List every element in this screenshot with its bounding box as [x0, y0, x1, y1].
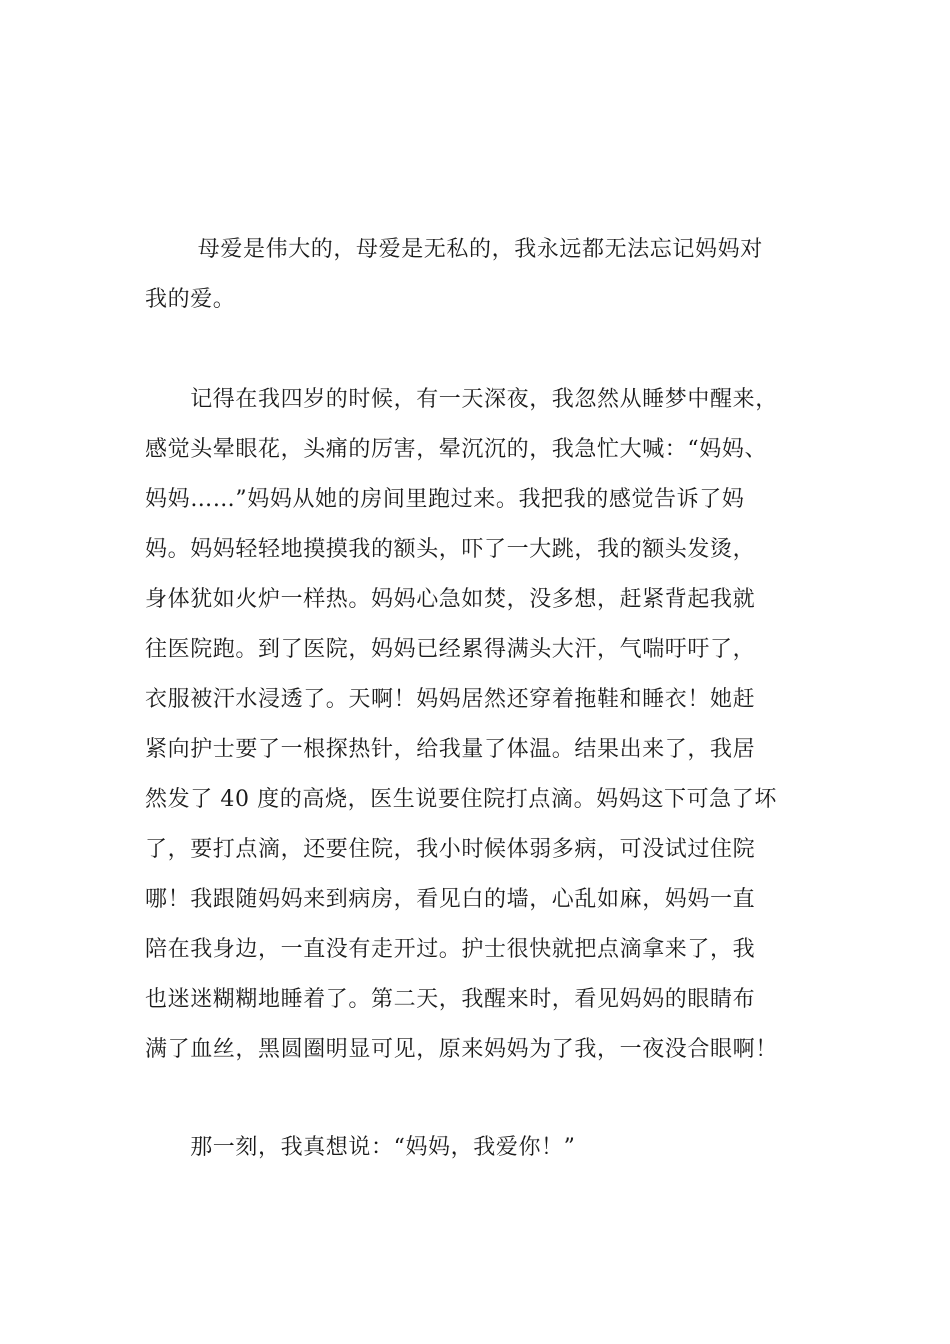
- paragraph-2-line-4: 妈。妈妈轻轻地摸摸我的额头，吓了一大跳，我的额头发烫，: [145, 537, 756, 562]
- paragraph-2-line-13: 也迷迷糊糊地睡着了。第二天，我醒来时，看见妈妈的眼睛布: [145, 987, 756, 1012]
- paragraph-2-line-7: 衣服被汗水浸透了。天啊！妈妈居然还穿着拖鞋和睡衣！她赶: [145, 687, 756, 712]
- paragraph-2-line-6: 往医院跑。到了医院，妈妈已经累得满头大汗，气喘吁吁了，: [145, 637, 756, 662]
- paragraph-2-line-3: 妈妈……”妈妈从她的房间里跑过来。我把我的感觉告诉了妈: [145, 487, 745, 512]
- paragraph-1-line-2: 我的爱。: [145, 287, 236, 312]
- paragraph-2-line-8: 紧向护士要了一根探热针，给我量了体温。结果出来了，我居: [145, 737, 756, 762]
- paragraph-1-line-1: 母爱是伟大的，母爱是无私的，我永远都无法忘记妈妈对: [145, 237, 763, 262]
- paragraph-2-line-14: 满了血丝，黑圆圈明显可见，原来妈妈为了我，一夜没合眼啊！: [145, 1037, 778, 1062]
- paragraph-2-line-12: 陪在我身边，一直没有走开过。护士很快就把点滴拿来了，我: [145, 937, 756, 962]
- paragraph-2-line-11: 哪！我跟随妈妈来到病房，看见白的墙，心乱如麻，妈妈一直: [145, 887, 756, 912]
- paragraph-2-line-9: 然发了 40 度的高烧，医生说要住院打点滴。妈妈这下可急了坏: [145, 787, 777, 812]
- paragraph-2-line-10: 了，要打点滴，还要住院，我小时候体弱多病，可没试过住院: [145, 837, 756, 862]
- paragraph-3-line-1: 那一刻，我真想说：“妈妈，我爱你！”: [145, 1135, 576, 1160]
- paragraph-2-line-2: 感觉头晕眼花，头痛的厉害，晕沉沉的，我急忙大喊：“妈妈、: [145, 437, 768, 462]
- paragraph-2-line-5: 身体犹如火炉一样热。妈妈心急如焚，没多想，赶紧背起我就: [145, 587, 756, 612]
- paragraph-2-line-1: 记得在我四岁的时候，有一天深夜，我忽然从睡梦中醒来，: [145, 387, 778, 412]
